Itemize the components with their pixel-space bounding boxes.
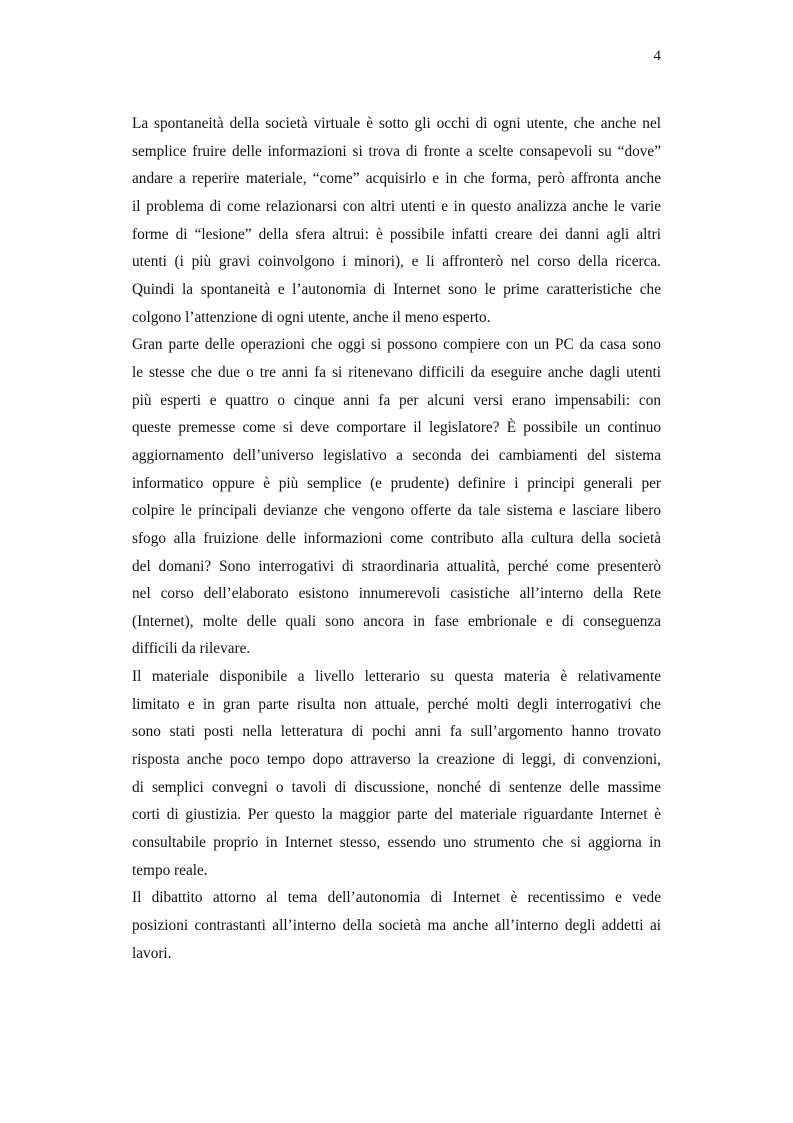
text-line: utenti (i più gravi coinvolgono i minori), e li affronterò nel corso della ricerca. — [132, 253, 661, 271]
text-line: lavori. — [132, 944, 172, 962]
text-line: le stesse che due o tre anni fa si ritenevano difficili da eseguire anche dagli utenti — [132, 363, 661, 381]
text-line: corti di giustizia. Per questo la maggior parte del materiale riguardante Internet è — [132, 806, 661, 824]
text-line: posizioni contrastanti all’interno della società ma anche all’interno degli addetti ai — [132, 917, 661, 935]
text-line: Il materiale disponibile a livello letterario su questa materia è relativamente — [132, 668, 661, 686]
paragraph-1 — [132, 110, 661, 331]
text-line: più esperti e quattro o cinque anni fa per alcuni versi erano impensabili: con — [132, 391, 661, 409]
text-line: colpire le principali devianze che vengono offerte da tale sistema e lasciare libero — [132, 502, 661, 520]
paragraph-3 — [132, 663, 661, 884]
text-line: La spontaneità della società virtuale è sotto gli occhi di ogni utente, che anche nel — [132, 115, 661, 132]
text-line: informatico oppure è più semplice (e prudente) definire i principi generali per — [132, 474, 661, 492]
text-line: nel corso dell’elaborato esistono innumerevoli casistiche all’interno della Rete — [132, 585, 661, 603]
text-line: sfogo alla fruizione delle informazioni come contributo alla cultura della società — [132, 529, 661, 547]
text-line: risposta anche poco tempo dopo attraverso la creazione di leggi, di convenzioni, — [132, 751, 661, 769]
page-number: 4 — [653, 48, 661, 64]
text-line: il problema di come relazionarsi con altri utenti e in questo analizza anche le varie — [132, 197, 661, 215]
text-line: queste premesse come si deve comportare il legislatore? È possibile un continuo — [132, 419, 661, 437]
body-text — [132, 110, 661, 967]
text-line: difficili da rilevare. — [132, 640, 251, 658]
text-line: di semplici convegni o tavoli di discussione, nonché di sentenze delle massime — [132, 778, 661, 796]
paragraph-2 — [132, 331, 661, 663]
text-line: andare a reperire materiale, “come” acquisirlo e in che forma, però affronta anche — [132, 170, 661, 188]
text-line: aggiornamento dell’universo legislativo a seconda dei cambiamenti del sistema — [132, 446, 661, 464]
text-line: consultabile proprio in Internet stesso, essendo uno strumento che si aggiorna in — [132, 834, 661, 852]
paragraph-4 — [132, 884, 661, 967]
text-line: tempo reale. — [132, 861, 208, 879]
text-line: (Internet), molte delle quali sono ancora in fase embrionale e di conseguenza — [132, 612, 661, 630]
text-line: sono stati posti nella letteratura di pochi anni fa sull’argomento hanno trovato — [132, 723, 661, 741]
text-line: forme di “lesione” della sfera altrui: è possibile infatti creare dei danni agli altri — [132, 225, 661, 243]
text-line: limitato e in gran parte risulta non attuale, perché molti degli interrogativi che — [132, 695, 661, 713]
text-line: Gran parte delle operazioni che oggi si possono compiere con un PC da casa sono — [132, 336, 661, 354]
text-line: del domani? Sono interrogativi di straordinaria attualità, perché come presenterò — [132, 557, 661, 575]
text-line: Il dibattito attorno al tema dell’autonomia di Internet è recentissimo e vede — [132, 889, 661, 907]
text-line: semplice fruire delle informazioni si trova di fronte a scelte consapevoli su “dove” — [132, 142, 661, 160]
text-line: colgono l’attenzione di ogni utente, anche il meno esperto. — [132, 308, 491, 326]
text-line: Quindi la spontaneità e l’autonomia di Internet sono le prime caratteristiche che — [132, 280, 661, 298]
